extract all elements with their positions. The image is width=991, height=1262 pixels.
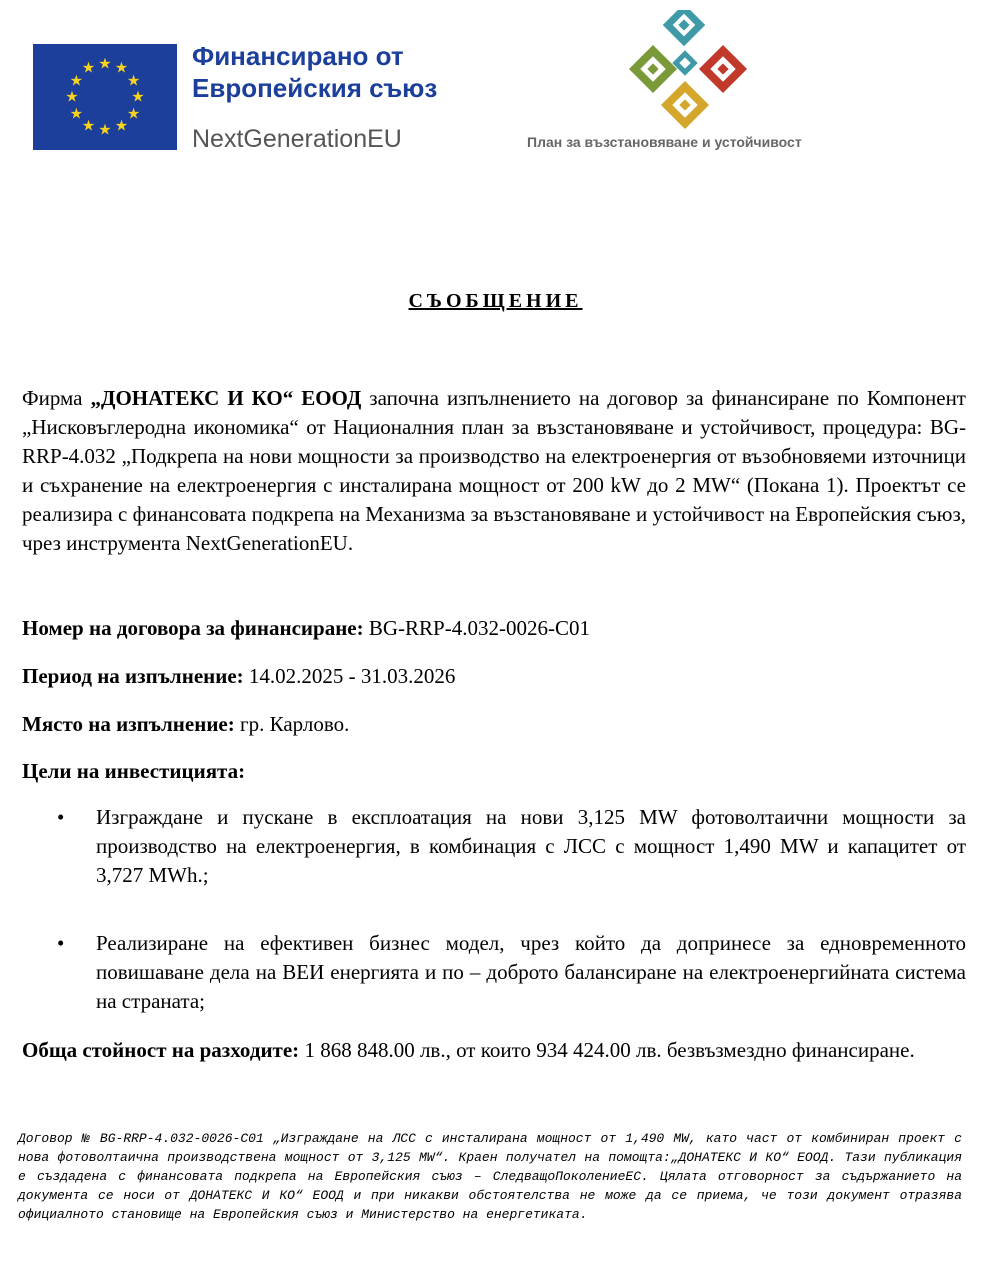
eu-flag-icon: [33, 44, 177, 150]
footer-disclaimer: Договор № BG-RRP-4.032-0026-C01 „Изграждане на ЛСС с инсталирана мощност от 1,490 MW, като част от комбиниран проект с нова фотоволтаична производствена мощност от 3,125 MW“. Краен получател на помощта:„ДОНАТЕКС И КО“ ЕООД. Тази публикация е създадена с финансовата подкрепа на Европейския съюз – СледващоПоколениеЕС. Цялата отговорност за съдържанието на документа се носи от ДОНАТЕКС И КО“ ЕООД и при никакви обстоятелства не може да се приема, че този документ отразява официалното становище на Европейския съюз и Министерство на енергетиката.: [18, 1131, 962, 1222]
eu-funding-title: Финансирано от Европейския съюз: [192, 41, 438, 103]
recovery-plan-caption: План за възстановяване и устойчивост: [527, 134, 802, 150]
total-label: Обща стойност на разходите:: [22, 1038, 300, 1062]
eu-star-icon: ★: [69, 104, 84, 122]
goal-item: Реализиране на ефективен бизнес модел, чрез който да допринесе за едновременното повишаване дела на ВЕИ енергията и по – доброто балансиране на електроенергийната система на страната;: [96, 931, 966, 1013]
contract-label: Номер на договора за финансиране:: [22, 616, 364, 640]
eu-star-icon: ★: [69, 71, 84, 89]
total-value: 1 868 848.00 лв., от които 934 424.00 лв. безвъзмездно финансиране.: [299, 1038, 915, 1062]
place-value: гр. Карлово.: [234, 712, 350, 736]
logo-gold-diamond: [661, 81, 709, 129]
recovery-plan-logo-icon: [624, 10, 754, 135]
bullet-icon: •: [57, 805, 65, 829]
period-line: [22, 662, 966, 691]
eu-star-icon: ★: [98, 120, 112, 139]
period-label: Период на изпълнение:: [22, 664, 244, 688]
eu-star-icon: ★: [114, 58, 129, 77]
eu-star-icon: ★: [131, 87, 145, 106]
eu-funding-subtitle: NextGenerationEU: [192, 125, 402, 153]
eu-star-icon: ★: [81, 116, 96, 135]
bullet-icon: •: [57, 931, 65, 955]
eu-star-icon: ★: [114, 116, 129, 135]
place-label: Място на изпълнение:: [22, 712, 235, 736]
logo-green-diamond: [629, 45, 677, 93]
logo-center-diamond: [672, 50, 697, 75]
logo-red-diamond: [699, 45, 747, 93]
eu-star-icon: ★: [126, 71, 141, 89]
intro-paragraph: [22, 384, 966, 558]
total-cost-line: [22, 1035, 966, 1065]
logo-teal-diamond: [663, 10, 705, 46]
eu-star-icon: ★: [81, 58, 96, 77]
eu-star-icon: ★: [98, 54, 112, 73]
eu-star-icon: ★: [126, 104, 141, 122]
contract-value: BG-RRP-4.032-0026-C01: [363, 616, 590, 640]
intro-body: започна изпълнението на договор за финансиране по Компонент „Нисковъглеродна икономика“ от Националния план за възстановяване и устойчивост, процедура: BG-RRP-4.032 „Подкрепа на нови мощности за производство на електроенергия от възобновяеми източници и съхранение на електроенергия с инсталирана мощност от 200 kW до 2 MW“ (Покана 1). Проектът се реализира с финансовата подкрепа на Механизма за възстановяване и устойчивост на Европейския съюз, чрез инструмента NextGenerationEU.: [22, 386, 966, 555]
contract-number-line: [22, 614, 966, 643]
company-name: „ДОНАТЕКС И КО“ ЕООД: [90, 386, 362, 410]
place-line: [22, 710, 966, 739]
intro-prefix: Фирма: [22, 386, 91, 410]
goals-heading: Цели на инвестицията:: [22, 759, 246, 783]
eu-star-icon: ★: [65, 87, 79, 106]
notice-title: СЪОБЩЕНИЕ: [408, 290, 583, 312]
goal-item: Изграждане и пускане в експлоатация на нови 3,125 MW фотоволтаични мощности за производство на електроенергия, в комбинация с ЛСС с мощност 1,490 MW и капацитет от 3,727 MWh.;: [96, 805, 966, 887]
period-value: 14.02.2025 - 31.03.2026: [243, 664, 456, 688]
